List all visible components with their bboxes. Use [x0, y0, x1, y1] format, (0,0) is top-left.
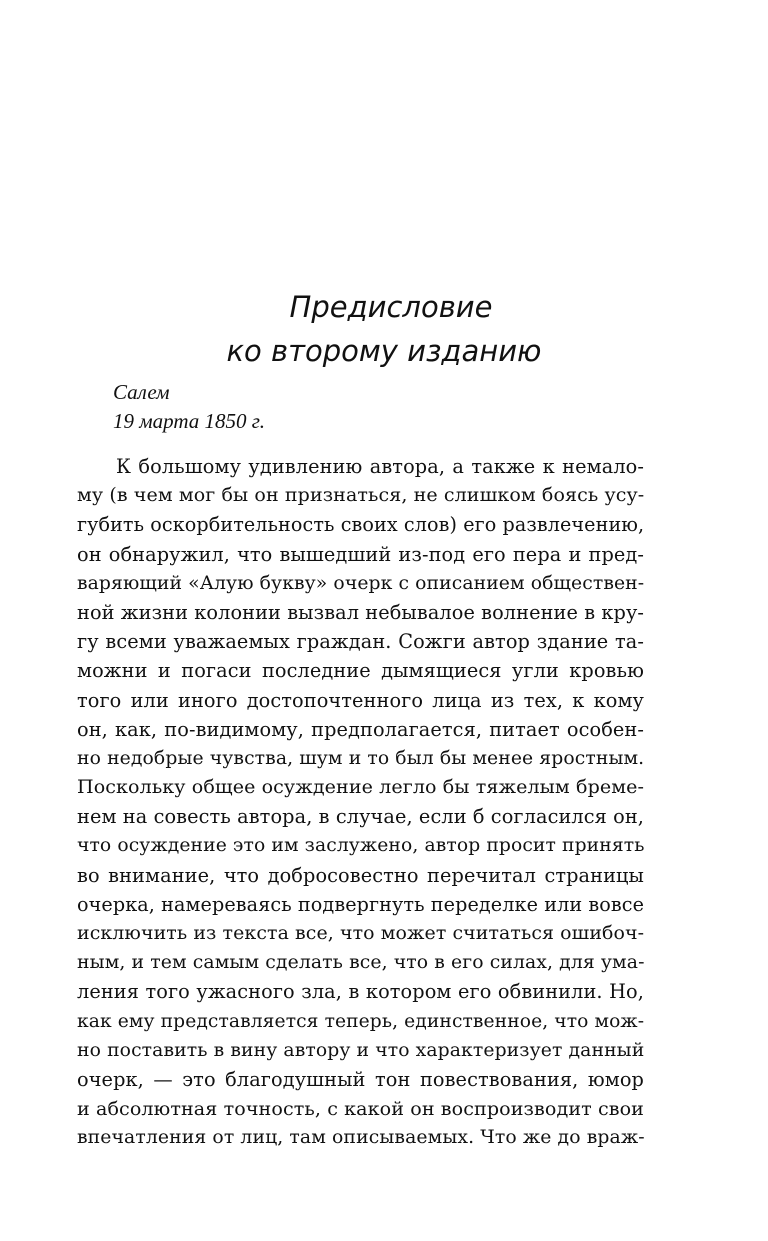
text-line: очерк, — это благодушный тон повествования, юмор: [77, 1067, 644, 1091]
text-line: Поскольку общее осуждение легло бы тяжелым бреме-: [77, 776, 645, 799]
text-line: он обнаружил, что вышедший из-под его пера и пред-: [77, 542, 644, 566]
text-line: впечатления от лиц, там описываемых. Что же до враж-: [77, 1127, 645, 1149]
dateline-date: 19 марта 1850 г.: [113, 409, 265, 433]
text-line: как ему представляется теперь, единственное, что мож-: [77, 1010, 645, 1032]
text-line: можни и погаси последние дымящиеся угли кровью: [77, 659, 644, 683]
text-line: исключить из текста все, что может считаться ошибоч-: [77, 922, 645, 944]
text-line: что осуждение это им заслужено, автор просит принять: [77, 835, 645, 857]
text-line: но поставить в вину автору и что характеризует данный: [77, 1039, 645, 1061]
text-line: и абсолютная точность, с какой он воспроизводит свои: [77, 1097, 644, 1121]
heading-line-2: ко второму изданию: [226, 334, 542, 368]
text-line: ления того ужасного зла, в котором его обвинили. Но,: [77, 980, 644, 1004]
text-line: К большому удивлению автора, а также к немало-: [116, 455, 644, 478]
text-line: но недобрые чувства, шум и то был бы менее яростным.: [77, 747, 645, 769]
body-paragraph: [77, 452, 644, 1153]
text-line: очерка, намереваясь подвергнуть переделке или вовсе: [77, 892, 645, 916]
text-line: губить оскорбительность своих слов) его развлечению,: [77, 513, 645, 537]
dateline: [113, 378, 265, 436]
text-line: ным, и тем самым сделать все, что в его силах, для ума-: [77, 952, 645, 974]
text-line: того или иного достопочтенного лица из тех, к кому: [77, 688, 644, 712]
chapter-heading: [0, 285, 768, 373]
heading-line-1: Предисловие: [289, 290, 493, 324]
text-line: ной жизни колонии вызвал небывалое волнение в кру-: [77, 600, 644, 624]
text-line: гу всеми уважаемых граждан. Сожги автор здание та-: [77, 630, 644, 654]
text-line: он, как, по-видимому, предполагается, питает особен-: [77, 717, 644, 741]
text-line: варяющий «Алую букву» очерк с описанием обществен-: [77, 572, 645, 594]
text-line: во внимание, что добросовестно перечитал страницы: [77, 863, 644, 887]
text-line: нем на совесть автора, в случае, если б согласился он,: [77, 805, 645, 829]
text-line: му (в чем мог бы он признаться, не слишком боясь усу-: [77, 484, 645, 507]
dateline-place: Салем: [113, 380, 170, 404]
